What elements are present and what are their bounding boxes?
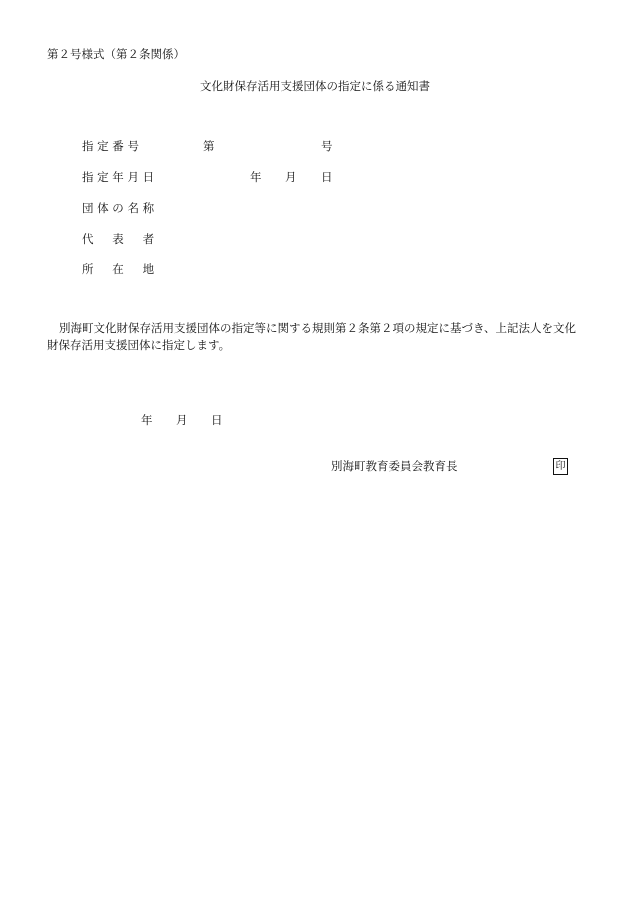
document-title: 文化財保存活用支援団体の指定に係る通知書 [200, 79, 430, 93]
notice-date-year: 年 [141, 413, 153, 427]
representative-label: 代 表 者 [82, 232, 155, 246]
designation-date-year: 年 [250, 170, 262, 184]
body-paragraph: 別海町文化財保存活用支援団体の指定等に関する規則第２条第２項の規定に基づき、上記法人を文化財保存活用支援団体に指定します。 [47, 321, 577, 352]
notice-date-month: 月 [176, 413, 188, 427]
form-number: 第２号様式（第２条関係） [47, 47, 185, 61]
issuer-name: 別海町教育委員会教育長 [331, 459, 458, 473]
org-name-label: 団 体 の 名 称 [82, 201, 155, 215]
designation-date-month: 月 [285, 170, 297, 184]
designation-date-day: 日 [321, 170, 333, 184]
designation-date-label: 指 定 年 月 日 [82, 170, 155, 184]
designation-number-prefix: 第 [203, 139, 215, 153]
seal-box: 印 [553, 458, 568, 475]
notice-date-day: 日 [211, 413, 223, 427]
designation-number-suffix: 号 [321, 139, 333, 153]
address-label: 所 在 地 [82, 262, 155, 276]
designation-number-label: 指 定 番 号 [82, 139, 139, 153]
